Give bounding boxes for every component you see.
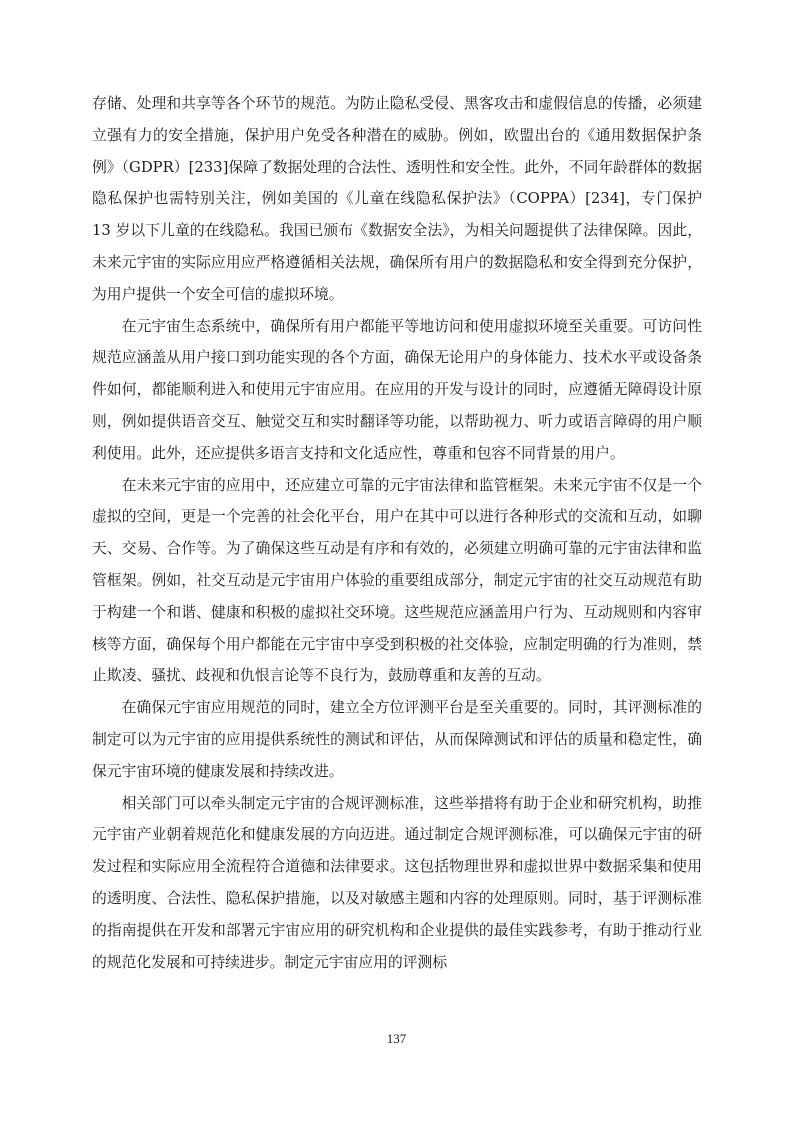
- paragraph-legal-framework: 在未来元宇宙的应用中，还应建立可靠的元宇宙法律和监管框架。未来元宇宙不仅是一个虚拟的空间，更是一个完善的社会化平台，用户在其中可以进行各种形式的交流和互动，如聊天、交易、合作等。为了确保这些互动是有序和有效的，必须建立明确可靠的元宇宙法律和监管框架。例如，社交互动是元宇宙用户体验的重要组成部分，制定元宇宙的社交互动规范有助于构建一个和谐、健康和积极的虚拟社交环境。这些规范应涵盖用户行为、互动规则和内容审核等方面，确保每个用户都能在元宇宙中享受到积极的社交体验，应制定明确的行为准则，禁止欺凌、骚扰、歧视和仇恨言论等不良行为，鼓励尊重和友善的互动。: [92, 476, 702, 685]
- paragraph-accessibility: 在元宇宙生态系统中，确保所有用户都能平等地访问和使用虚拟环境至关重要。可访问性规范应涵盖从用户接口到功能实现的各个方面，确保无论用户的身体能力、技术水平或设备条件如何，都能顺利进入和使用元宇宙应用。在应用的开发与设计的同时，应遵循无障碍设计原则，例如提供语音交互、触觉交互和实时翻译等功能，以帮助视力、听力或语言障碍的用户顺利使用。此外，还应提供多语言支持和文化适应性，尊重和包容不同背景的用户。: [92, 317, 702, 462]
- body-text: [92, 88, 702, 978]
- paragraph-continuation: 存储、处理和共享等各个环节的规范。为防止隐私受侵、黑客攻击和虚假信息的传播，必须建立强有力的安全措施，保护用户免受各种潜在的威胁。例如，欧盟出台的《通用数据保护条例》（GDPR）[233]保障了数据处理的合法性、透明性和安全性。此外，不同年龄群体的数据隐私保护也需特别关注，例如美国的《儿童在线隐私保护法》（COPPA）[234]，专门保护 13 岁以下儿童的在线隐私。我国已颁布《数据安全法》，为相关问题提供了法律保障。因此，未来元宇宙的实际应用应严格遵循相关法规，确保所有用户的数据隐私和安全得到充分保护，为用户提供一个安全可信的虚拟环境。: [92, 95, 702, 303]
- page-number: 137: [386, 1031, 407, 1046]
- paragraph-evaluation-platform: 在确保元宇宙应用规范的同时，建立全方位评测平台是至关重要的。同时，其评测标准的制定可以为元宇宙的应用提供系统性的测试和评估，从而保障测试和评估的质量和稳定性，确保元宇宙环境的健康发展和持续改进。: [92, 699, 702, 780]
- paragraph-compliance-standards: 相关部门可以牵头制定元宇宙的合规评测标准，这些举措将有助于企业和研究机构，助推元宇宙产业朝着规范化和健康发展的方向迈进。通过制定合规评测标准，可以确保元宇宙的研发过程和实际应用全流程符合道德和法律要求。这包括物理世界和虚拟世界中数据采集和使用的透明度、合法性、隐私保护措施，以及对敏感主题和内容的处理原则。同时，基于评测标准的指南提供在开发和部署元宇宙应用的研究机构和企业提供的最佳实践参考，有助于推动行业的规范化发展和可持续进步。制定元宇宙应用的评测标: [92, 794, 702, 971]
